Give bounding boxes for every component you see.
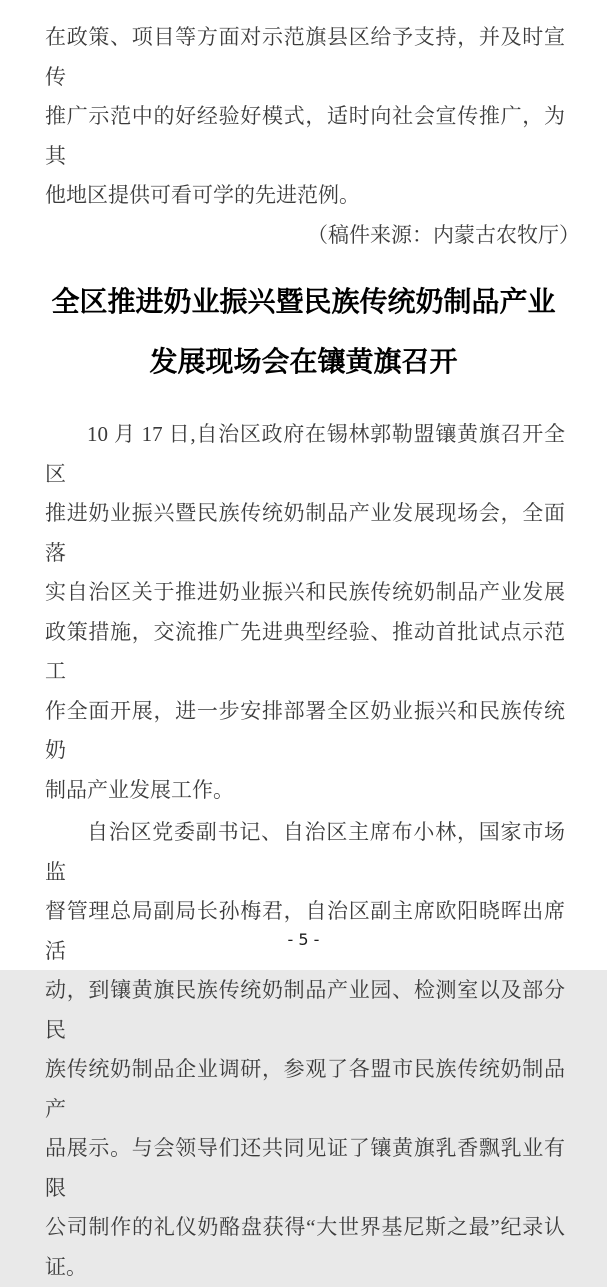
- text-line: 族传统奶制品企业调研，参观了各盟市民族传统奶制品产: [45, 1050, 565, 1129]
- text-line: 自治区党委副书记、自治区主席布小林，国家市场监: [45, 813, 565, 892]
- text-line: 实自治区关于推进奶业振兴和民族传统奶制品产业发展: [45, 573, 565, 613]
- text-line: 发展现场会在镶黄旗召开: [0, 333, 607, 393]
- text-line: 制品产业发展工作。: [45, 771, 565, 811]
- paragraph-2: [45, 813, 565, 1287]
- text-line: 动，到镶黄旗民族传统奶制品产业园、检测室以及部分民: [45, 971, 565, 1050]
- text-line: 他地区提供可看可学的先进范例。: [45, 176, 565, 216]
- text-line: 推广示范中的好经验好模式，适时向社会宣传推广，为其: [45, 97, 565, 176]
- text-line: 10 月 17 日,自治区政府在锡林郭勒盟镶黄旗召开全区: [45, 415, 565, 494]
- text-line: 全区推进奶业振兴暨民族传统奶制品产业: [0, 273, 607, 333]
- paragraph-1: [45, 415, 565, 810]
- text-line: 品展示。与会领导们还共同见证了镶黄旗乳香飘乳业有限: [45, 1129, 565, 1208]
- page-number: - 5 -: [0, 930, 607, 950]
- text-line: 作全面开展，进一步安排部署全区奶业振兴和民族传统奶: [45, 692, 565, 771]
- text-line: 推进奶业振兴暨民族传统奶制品产业发展现场会，全面落: [45, 494, 565, 573]
- body-section: [0, 415, 607, 1287]
- text-line: 证。: [45, 1248, 565, 1287]
- text-line: 公司制作的礼仪奶酪盘获得“大世界基尼斯之最”纪录认: [45, 1208, 565, 1248]
- article-title: [0, 273, 607, 393]
- text-line: 在政策、项目等方面对示范旗县区给予支持，并及时宣传: [45, 18, 565, 97]
- text-line: 政策措施，交流推广先进典型经验、推动首批试点示范工: [45, 613, 565, 692]
- source-attribution: （稿件来源：内蒙古农牧厅）: [45, 216, 580, 256]
- continuation-paragraph: [45, 18, 565, 216]
- top-section: [0, 0, 607, 255]
- text-line: 督管理总局副局长孙梅君，自治区副主席欧阳晓晖出席活: [45, 892, 565, 971]
